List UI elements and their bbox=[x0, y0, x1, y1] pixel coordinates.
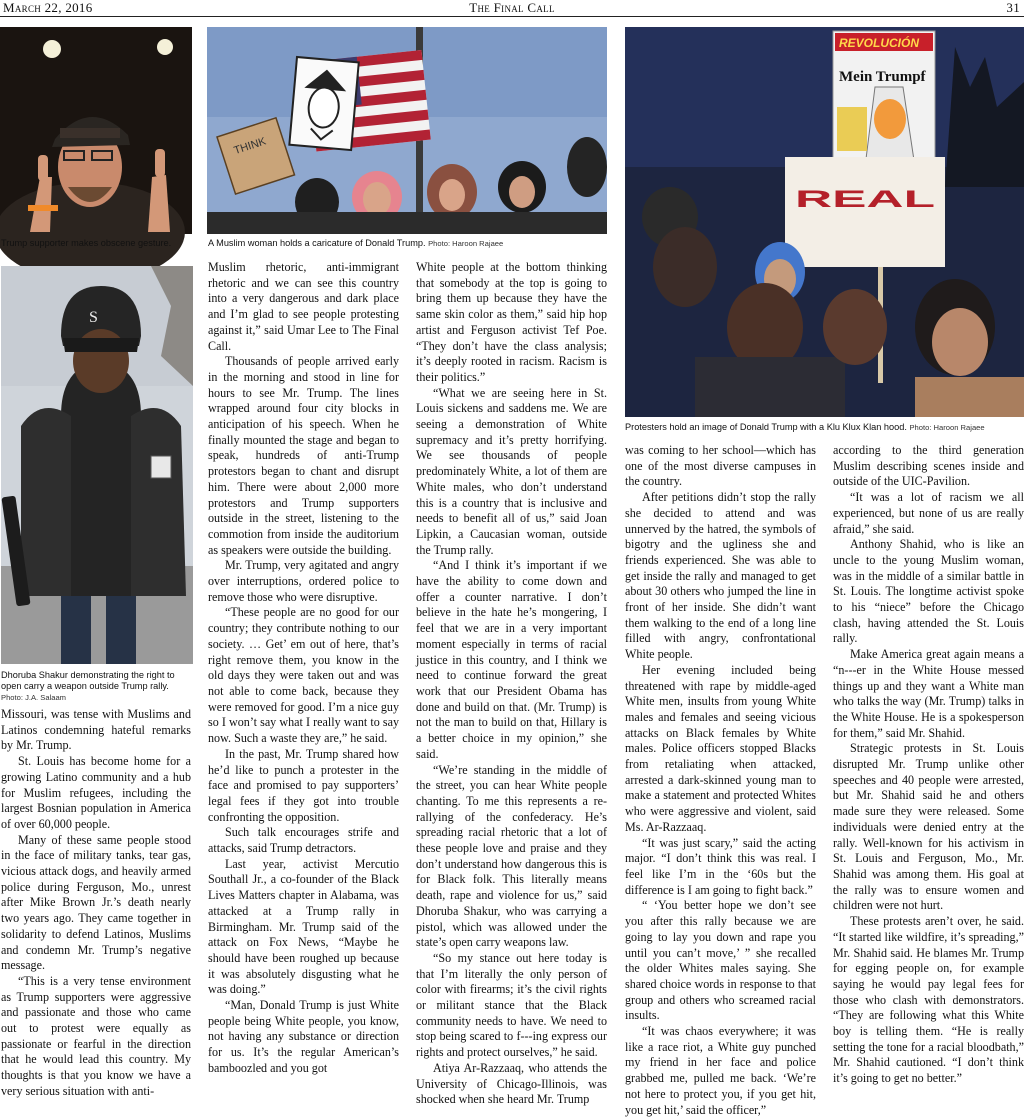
article-paragraph: Make America great again means a “n---er in the White House messed things up and they want a White man who talks the way (Mr. Trump) talks in the White House. He is a spokesperson for them,” said Mr. Shahid. bbox=[833, 647, 1024, 740]
article-paragraph: In the past, Mr. Trump shared how he’d like to punch a protester in the face and promised to pay supporters’ legal fees if they got into trouble confronting the opposition. bbox=[208, 746, 399, 824]
article-paragraph: Anthony Shahid, who is like an uncle to the young Muslim woman, was in the middle of a similar battle in St. Louis. The longtime activist spoke to his “niece” before the Chicago clash, having attended the St. Louis rally. bbox=[833, 537, 1024, 646]
protest-sign-text: REAL bbox=[795, 186, 935, 213]
article-paragraph: Muslim rhetoric, anti-immigrant rhetoric and we can see this country into a very dangerous and dark place and I’m glad to see people protesting against it,” said Umar Lee to The Final Call. bbox=[208, 260, 399, 353]
magazine-title: Mein Trumpf bbox=[839, 69, 926, 85]
caption-text: Dhoruba Shakur demonstrating the right to open carry a weapon outside Trump rally. bbox=[1, 670, 175, 691]
article-paragraph: “And I think it’s important if we have the ability to come down and offer a counter narrative. I don’t believe in the hate he’s mongering, I feel that we are in a very important moment especially in terms of racial justice in this country, and I think we need to continue forward the great work that our President Obama has done and build on that. (Mr. Trump) is not the man to build on that, Hillary is a better choice in my opinion,” she said. bbox=[416, 558, 607, 761]
photo-credit: Photo: Haroon Rajaee bbox=[909, 423, 985, 432]
page-number: 31 bbox=[1006, 0, 1020, 15]
article-paragraph: Thousands of people arrived early in the morning and stood in line for hours to see Mr. Trump. The lines wrapped around four city blocks in anticipation of his speech. When he finally mounted the stage and began to speak, hundreds of anti-Trump protestors began to chant and disrupt him. There were about 2,000 more protestors and Trump supporters outside in the street, listening to the commotion from inside the auditorium as speakers were outside the building. bbox=[208, 354, 399, 557]
caption-text: A Muslim woman holds a caricature of Donald Trump. bbox=[208, 238, 426, 248]
photo-caption-trump-supporter bbox=[1, 238, 196, 249]
article-paragraph: Her evening included being threatened with rape by middle-aged White men, insults from young White males and females and seeing vicious attacks on Black females by White males. Police officers stopped Blacks from retaliating when attacked, arrested a dark-skinned young man to make a statement and protected Whites who were aggressive and violent, said Ms. Ar-Razzaaq. bbox=[625, 662, 816, 834]
photo-protesters-klan-hood bbox=[625, 27, 1024, 417]
article-column-5 bbox=[833, 443, 1024, 1108]
caricature-box-text: THINK bbox=[232, 135, 268, 158]
protest-sign bbox=[785, 157, 945, 267]
article-paragraph: Missouri, was tense with Muslims and Latinos condemning hateful remarks by Mr. Trump. bbox=[1, 707, 191, 753]
article-column-1 bbox=[1, 707, 191, 1108]
masthead bbox=[0, 0, 1024, 17]
article-paragraph: “What we are seeing here in St. Louis sickens and saddens me. We are seeing a demonstration of White supremacy and it’s pretty horrifying. We see thousands of people predominately White, a lot of them are White males, who don’t understand this is a country that is inclusive and needs to benefit all of us,” said Joan Lipkin, a Caucasian woman, outside the Trump rally. bbox=[416, 385, 607, 557]
article-paragraph: “It was a lot of racism we all experienced, but none of us are really afraid,” she said. bbox=[833, 490, 1024, 536]
article-paragraph: Mr. Trump, very agitated and angry over interruptions, ordered police to remove those who were disruptive. bbox=[208, 558, 399, 604]
article-paragraph: Atiya Ar-Razzaaq, who attends the University of Chicago-Illinois, was shocked when she heard Mr. Trump bbox=[416, 1060, 607, 1107]
caption-text: Trump supporter makes obscene gesture. bbox=[1, 238, 172, 248]
article-paragraph: Such talk encourages strife and attacks, said Trump detractors. bbox=[208, 825, 399, 856]
stl-logo bbox=[89, 309, 98, 326]
svg-text:S: S bbox=[89, 309, 98, 326]
publication-name: The Final Call bbox=[469, 0, 555, 15]
article-paragraph: After petitions didn’t stop the rally she decided to attend and was unnerved by the hatred, the symbols of bigotry and the ugliness she and friends experienced. She was able to get inside the rally and managed to get about 30 others who jumped the line in front of her inside. She didn’t want them walking to the end of a long line filled with angry, confrontational White people. bbox=[625, 490, 816, 662]
caption-text: Protesters hold an image of Donald Trump with a Klu Klux Klan hood. bbox=[625, 422, 907, 432]
article-column-3 bbox=[416, 260, 607, 1108]
article-paragraph: “These people are no good for our country; they contribute nothing to our society. … Get’ em out of here, that’s right remove them, you know in the old days they were taken out and was not able to come back, because they were removed for good. I’m a nice guy so I won’t say what I really want to say now. Such a waste they are,” he said. bbox=[208, 605, 399, 746]
photo-credit: Photo: J.A. Salaam bbox=[1, 693, 67, 702]
article-paragraph: according to the third generation Muslim describing scenes inside and outside of the UIC-Pavilion. bbox=[833, 443, 1024, 489]
photo-trump-supporter bbox=[0, 27, 192, 234]
article-paragraph: “This is a very tense environment as Trump supporters were aggressive and passionate and those who came out to protest were equally as passionate or fearful in the direction that he would lead this country. My thoughts is that you know we have a very serious situation with anti- bbox=[1, 973, 191, 1098]
article-column-2 bbox=[208, 260, 399, 1108]
article-column-4 bbox=[625, 443, 816, 1117]
photo-caption-protesters bbox=[625, 422, 1024, 433]
article-paragraph: “So my stance out here today is that I’m literally the only person of color with firearms; it’s the civil rights or militant stance that the Black community needs to have. We need to stop being scared to f---ing express our rights and protect ourselves,” he said. bbox=[416, 950, 607, 1060]
photo-credit: Photo: Haroon Rajaee bbox=[428, 239, 504, 248]
article-paragraph: “It was just scary,” said the acting major. “I don’t think this was real. I feel like I’m in the ‘60s but the difference is I am going to fight back.” bbox=[625, 835, 816, 897]
article-paragraph: White people at the bottom thinking that somebody at the top is going to bring them up because they have the same skin color as them,” said hip hop artist and Ferguson activist Tef Poe. “They don’t have the class analysis; it’s deeply rooted in racism. Racism is their politics.” bbox=[416, 260, 607, 384]
issue-date: March 22, 2016 bbox=[3, 0, 93, 15]
article-paragraph: Strategic protests in St. Louis disrupted Mr. Trump unlike other speeches and 40 people were arrested, but Mr. Shahid said he and others made sure they were released. Some individuals were denied entry at the rally. Well-known for his activism in St. Louis and Ferguson, Mo., Mr. Shahid was among them. His goal at the rally was to ensure women and children were not hurt. bbox=[833, 741, 1024, 913]
article-paragraph: “We’re standing in the middle of the street, you can hear White people chanting. To me this represents a re-rallying of the confederacy. He’s spreading racial rhetoric that a lot of these people love and praise and they don’t understand how dangerous this is for Black folk. This literally means death, rape and violence for us,” said Dhoruba Shakur, who was carrying a pistol, which was allowed under the state’s open carry weapons law. bbox=[416, 762, 607, 950]
article-paragraph: “Man, Donald Trump is just White people being White people, you know, not having any substance or direction for us. It’s the regular American’s bamboozled and you got bbox=[208, 998, 399, 1075]
magazine-masthead: REVOLUCIÓN bbox=[839, 36, 920, 50]
photo-dhoruba-shakur bbox=[1, 266, 193, 664]
article-paragraph: These protests aren’t over, he said. “It started like wildfire, it’s spreading,” Mr. Shahid said. He blames Mr. Trump for egging people on, for example saying he would pay legal fees for those who clash with demonstrators. “They are following what this White boy is telling them. “He is really setting the tone for a racial bloodbath,” Mr. Shahid cautioned. “I don’t think it’s going to get no better.” bbox=[833, 914, 1024, 1086]
article-paragraph: “ ‘You better hope we don’t see you after this rally because we are going to lay you down and rape you until you can’t move,’ ” she recalled the older Whites males saying. She shared choice words in response to that group and others who screamed racial insults. bbox=[625, 898, 816, 1023]
article-paragraph: Last year, activist Mercutio Southall Jr., a co-founder of the Black Lives Matters chapter in Alabama, was attacked at a Trump rally in Birmingham. Mr. Trump said of the attack on Fox News, “Maybe he should have been roughed up because it was absolutely disgusting what he was doing.” bbox=[208, 856, 399, 997]
article-paragraph: was coming to her school—which has one of the most diverse campuses in the country. bbox=[625, 443, 816, 489]
article-paragraph: “It was chaos everywhere; it was like a race riot, a White guy punched my friend in her face and police grabbed me, pulled me back. ‘We’re not here to protect you, if you get hit, you get hit,’ said the officer,” bbox=[625, 1024, 816, 1117]
photo-caption-muslim-woman bbox=[208, 238, 608, 249]
photo-caption-dhoruba-shakur bbox=[1, 670, 196, 703]
photo-muslim-woman-caricature bbox=[207, 27, 607, 234]
article-paragraph: St. Louis has become home for a growing Latino community and a hub for Muslim refugees, including the largest Bosnian population in America of over 60,000 people. bbox=[1, 754, 191, 831]
article-paragraph: Many of these same people stood in the face of military tanks, tear gas, vicious attack dogs, and heavily armed police during Ferguson, Mo., unrest after Mike Brown Jr.’s death nearly two years ago. They came together in solidarity to defend Latinos, Muslims and condemn Mr. Trump’s negative message. bbox=[1, 832, 191, 973]
